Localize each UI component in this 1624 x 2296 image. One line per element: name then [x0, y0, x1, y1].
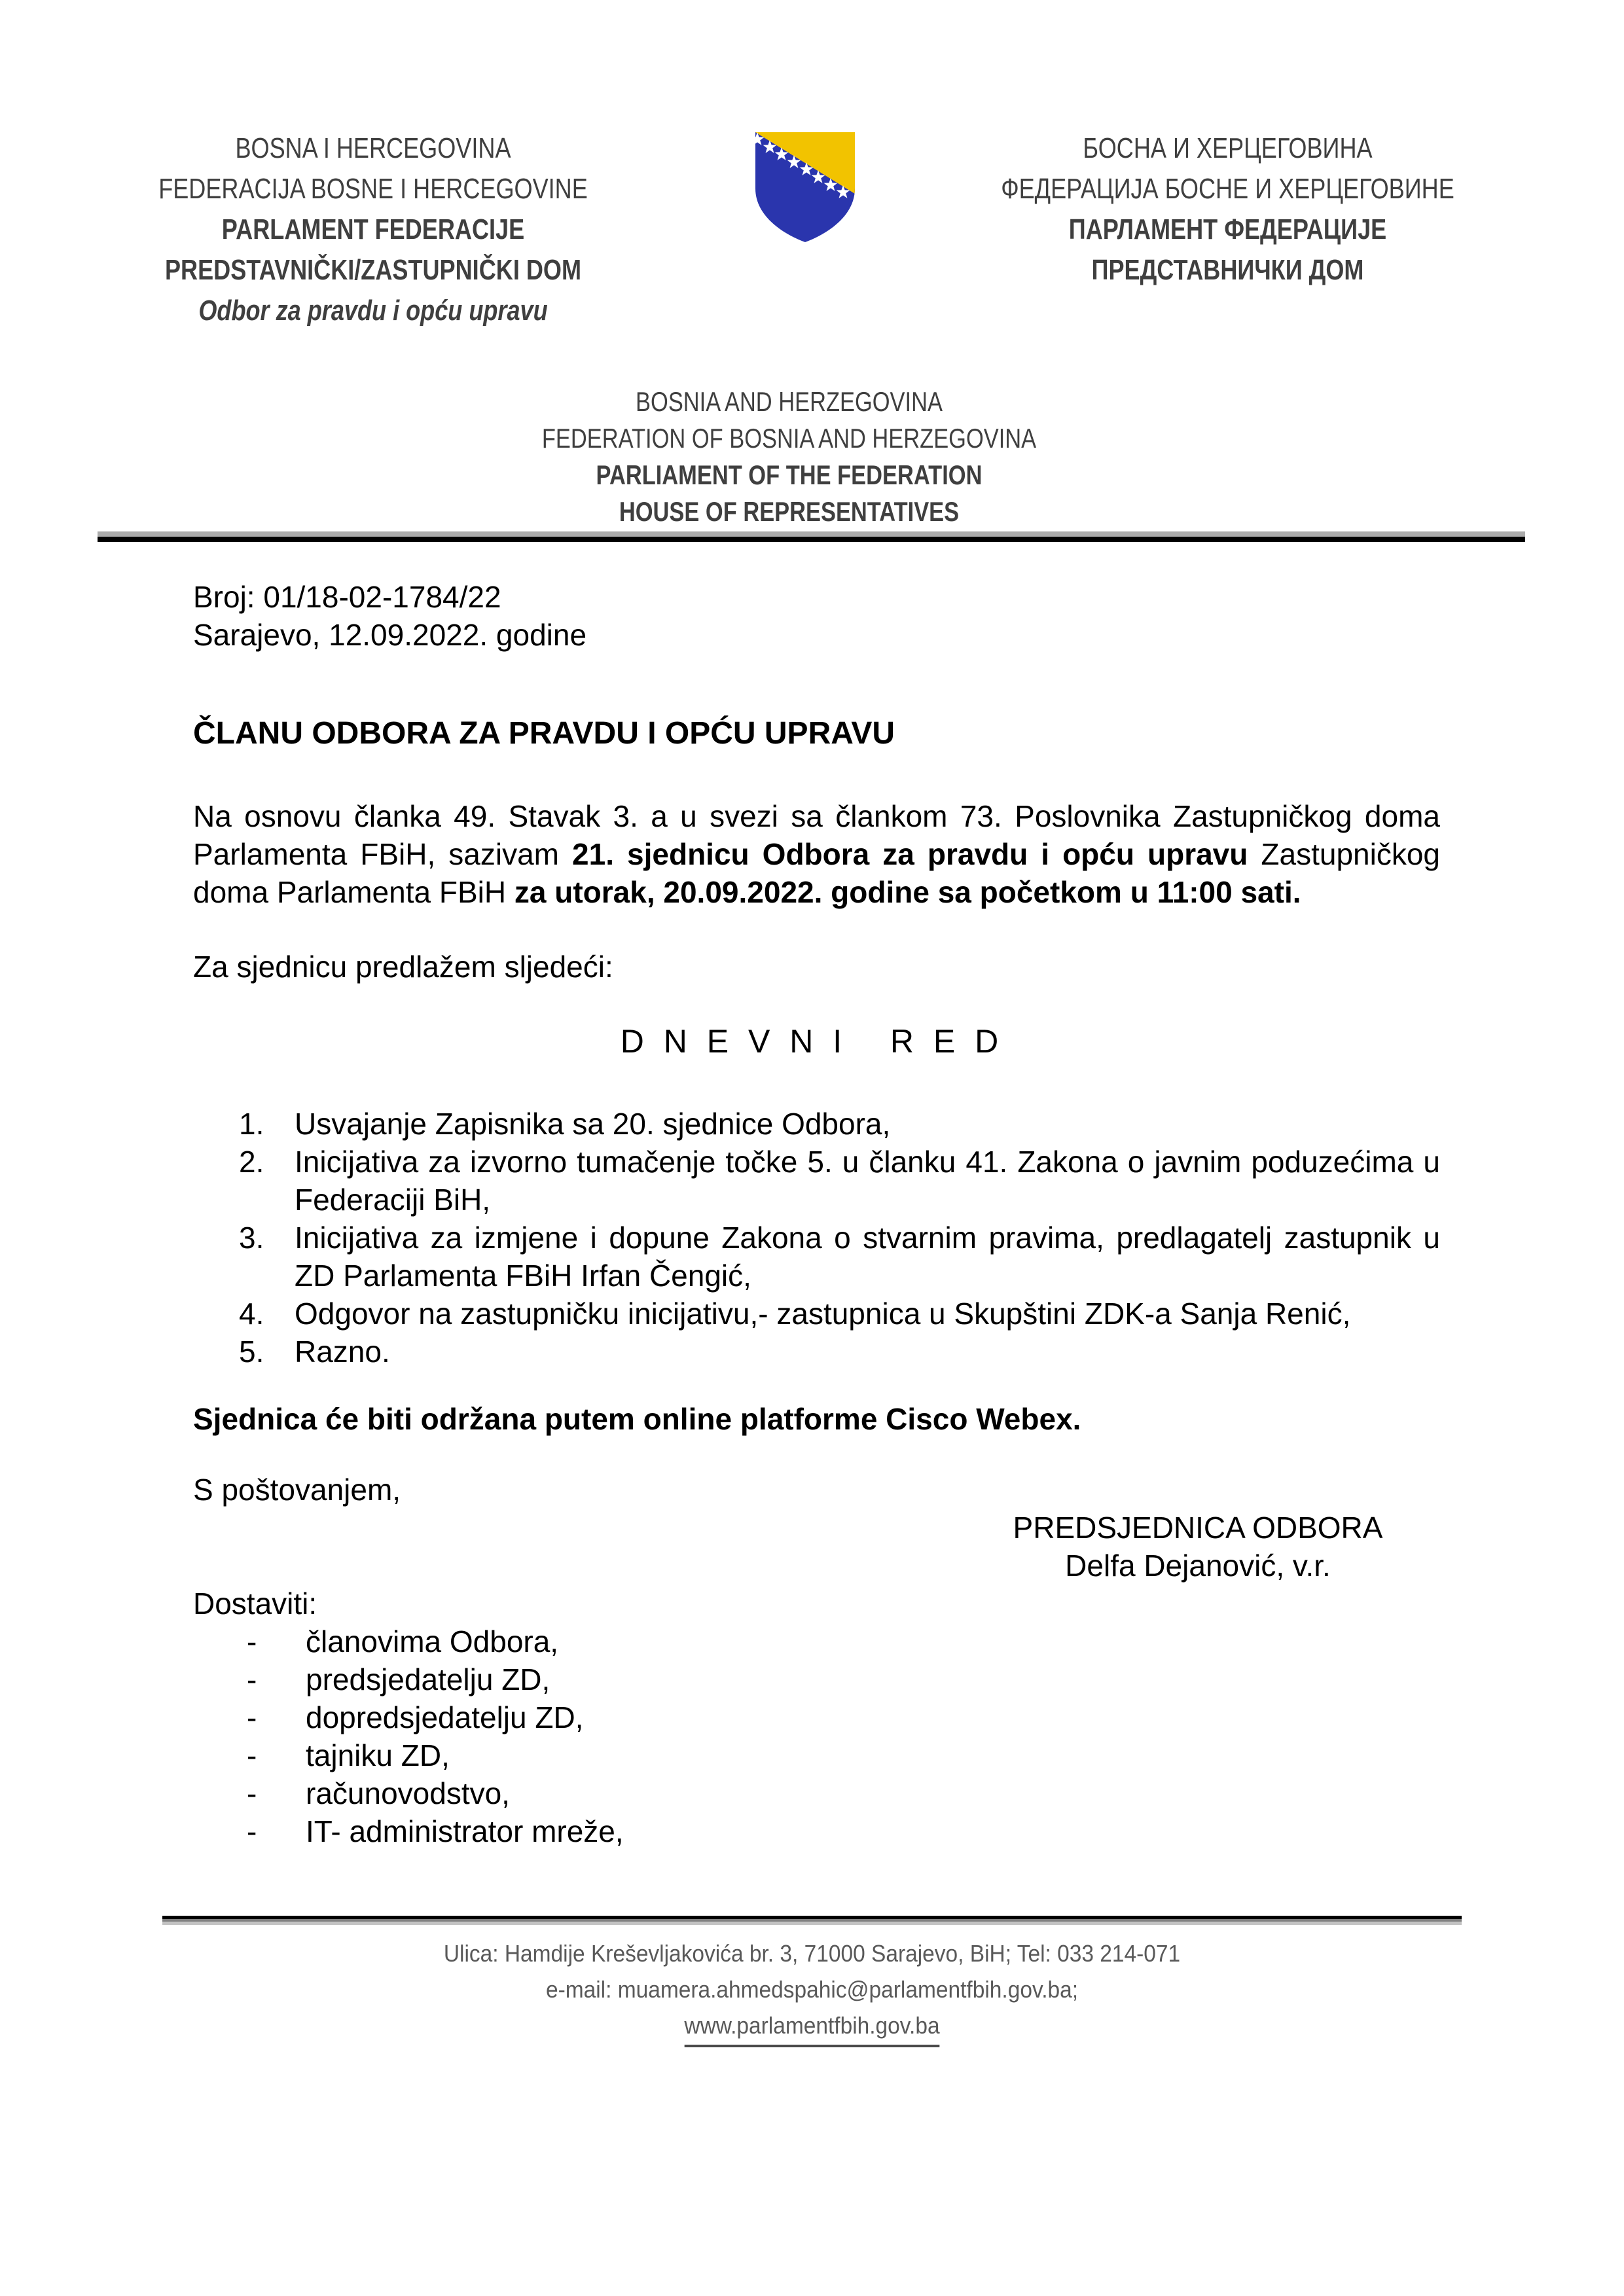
letterhead-line: PREDSTAVNIČKI/ZASTUPNIČKI DOM	[164, 254, 582, 286]
agenda-item	[239, 1143, 1440, 1219]
letterhead	[0, 0, 1624, 331]
intro-segment-bold: za utorak, 20.09.2022. godine sa početkom u 11:00 sati.	[514, 875, 1301, 909]
distribution-item-text: tajniku ZD,	[306, 1738, 450, 1772]
dash-bullet: -	[247, 1738, 257, 1772]
distribution-item	[247, 1774, 1624, 1812]
letterhead-english	[0, 384, 1578, 530]
letterhead-line: БОСНА И ХЕРЦЕГОВИНА	[1083, 132, 1373, 164]
agenda-item-number: 4.	[239, 1297, 264, 1331]
distribution-item	[247, 1623, 1624, 1660]
letterhead-line: BOSNA I HERCEGOVINA	[235, 132, 511, 164]
webex-note: Sjednica će biti održana putem online platforme Cisco Webex.	[193, 1402, 1081, 1436]
distribution-item-text: računovodstvo,	[306, 1776, 510, 1810]
agenda-item-text: Razno.	[295, 1335, 390, 1369]
footer-address: Ulica: Hamdije Kreševljakovića br. 3, 71000 Sarajevo, BiH; Tel: 033 214-071	[443, 1940, 1181, 1967]
intro-paragraph	[193, 797, 1440, 911]
agenda-item-text: Odgovor na zastupničku inicijativu,- zastupnica u Skupštini ZDK-a Sanja Renić,	[295, 1297, 1351, 1331]
dash-bullet: -	[247, 1814, 257, 1848]
agenda-item	[239, 1219, 1440, 1295]
signature-title: PREDSJEDNICA ODBORA	[1013, 1511, 1383, 1545]
letterhead-line: ФЕДЕРАЦИЈА БОСНЕ И ХЕРЦЕГОВИНЕ	[1001, 173, 1454, 205]
letterhead-line: PARLAMENT FEDERACIJE	[221, 213, 525, 245]
agenda-item-text: Inicijativa za izmjene i dopune Zakona o stvarnim pravima, predlagatelj zastupnik u ZD Parlamenta FBiH Irfan Čengić,	[295, 1221, 1440, 1293]
letterhead-line: PARLIAMENT OF THE FEDERATION	[596, 459, 983, 490]
agenda-list	[239, 1105, 1440, 1371]
coat-of-arms-icon	[746, 128, 864, 246]
intro-segment-bold: 21. sjednicu Odbora za pravdu i opću upravu	[572, 837, 1248, 871]
website-link[interactable]: www.parlamentfbih.gov.ba	[684, 2007, 939, 2047]
header-divider	[98, 531, 1525, 542]
dash-bullet: -	[247, 1700, 257, 1734]
letterhead-line: FEDERATION OF BOSNIA AND HERZEGOVINA	[541, 423, 1037, 454]
reference-number: Broj: 01/18-02-1784/22	[193, 580, 501, 614]
letterhead-line: BOSNIA AND HERZEGOVINA	[636, 386, 943, 417]
letterhead-line: ПАРЛАМЕНТ ФЕДЕРАЦИЈЕ	[1068, 213, 1387, 245]
footer	[0, 1935, 1624, 2047]
agenda-item-text: Inicijativa za izvorno tumačenje točke 5. u članku 41. Zakona o javnim poduzećima u Federaciji BiH,	[295, 1145, 1440, 1217]
agenda-item-text: Usvajanje Zapisnika sa 20. sjednice Odbora,	[295, 1107, 891, 1141]
reference-date: Sarajevo, 12.09.2022. godine	[193, 618, 587, 652]
agenda-item-number: 5.	[239, 1335, 264, 1369]
dash-bullet: -	[247, 1776, 257, 1810]
letterhead-bosnian	[0, 128, 746, 331]
distribution-item-text: dopredsjedatelju ZD,	[306, 1700, 584, 1734]
letterhead-line: ПРЕДСТАВНИЧКИ ДОМ	[1091, 254, 1364, 286]
distribution-item	[247, 1698, 1624, 1736]
intro-segment: Na osnovu članka 49. Stavak 3. a u svezi sa člankom 73. Poslovnika Zastupničkog doma Parlamenta FBiH, sazivam	[193, 799, 1440, 871]
footer-email: e-mail: muamera.ahmedspahic@parlamentfbih.gov.ba;	[545, 1976, 1079, 2003]
distribution-label: Dostaviti:	[193, 1587, 317, 1621]
agenda-heading: D N E V N I R E D	[620, 1023, 1004, 1060]
agenda-item	[239, 1295, 1440, 1333]
recipient-title: ČLANU ODBORA ZA PRAVDU I OPĆU UPRAVU	[193, 716, 895, 751]
reference-block	[193, 578, 1624, 654]
footer-website-line	[57, 2007, 1567, 2047]
agenda-item	[239, 1105, 1440, 1143]
salutation: S poštovanjem,	[193, 1473, 401, 1507]
agenda-item-number: 2.	[239, 1145, 264, 1179]
distribution-item-text: predsjedatelju ZD,	[306, 1662, 550, 1696]
distribution-list	[247, 1623, 1624, 1850]
proposal-line: Za sjednicu predlažem sljedeći:	[193, 950, 613, 984]
committee-name: Odbor za pravdu i opću upravu	[198, 295, 548, 327]
letterhead-cyrillic	[864, 128, 1624, 291]
agenda-item	[239, 1333, 1440, 1371]
agenda-item-number: 1.	[239, 1107, 264, 1141]
distribution-item	[247, 1812, 1624, 1850]
letterhead-line: FEDERACIJA BOSNE I HERCEGOVINE	[158, 173, 588, 205]
distribution-item	[247, 1736, 1624, 1774]
intro-segment: Zastupničkog doma Parlamenta FBiH	[193, 837, 1441, 909]
letterhead-line: HOUSE OF REPRESENTATIVES	[619, 496, 960, 527]
dash-bullet: -	[247, 1624, 257, 1659]
footer-divider	[162, 1916, 1462, 1925]
signature-name: Delfa Dejanović, v.r.	[1065, 1549, 1331, 1583]
dash-bullet: -	[247, 1662, 257, 1696]
distribution-item-text: IT- administrator mreže,	[306, 1814, 624, 1848]
signature-block	[982, 1509, 1414, 1585]
agenda-item-number: 3.	[239, 1221, 264, 1255]
distribution-item-text: članovima Odbora,	[306, 1624, 559, 1659]
distribution-item	[247, 1660, 1624, 1698]
